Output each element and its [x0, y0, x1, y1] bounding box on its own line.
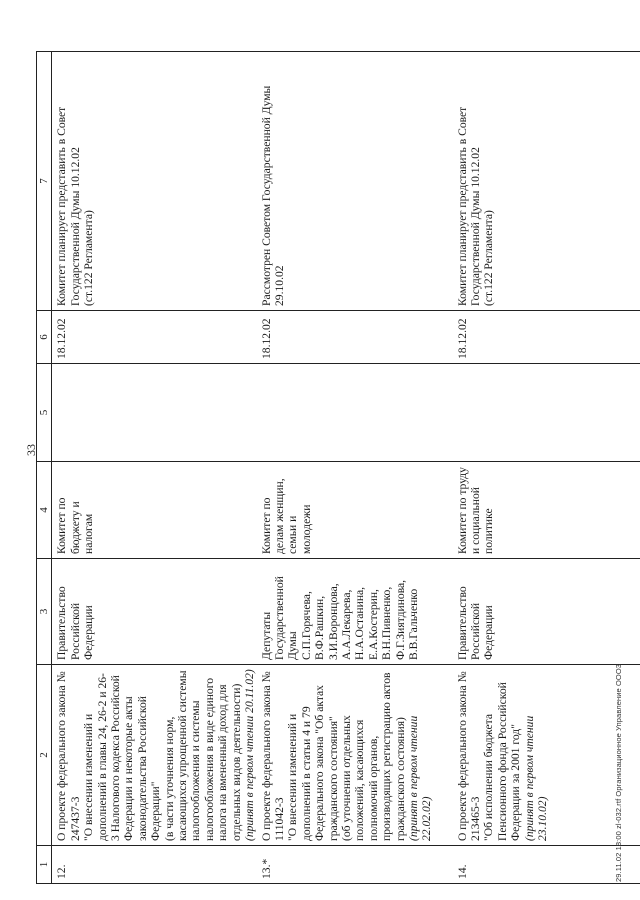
bill-title: О проекте федерального закона № 213465-3 [455, 671, 482, 841]
bill-status: (принят в первом чтении 22.02.02) [406, 715, 434, 841]
bill-cell [453, 665, 640, 846]
page-number: 33 [24, 444, 38, 456]
committee: Комитет по труду и социальной политике [453, 462, 640, 559]
committee: Комитет по бюджету и налогам [52, 462, 257, 559]
note: Комитет планирует представить в Совет Государственной Думы 10.12.02 (ст.122 Регламента) [52, 52, 257, 311]
column-header: 7 [37, 52, 52, 311]
bill-title: О проекте федерального закона № 247437-3 [55, 671, 82, 841]
bill-status: (принят в первом чтении 20.11.02) [243, 669, 257, 841]
note: Рассмотрен Советом Государственной Думы 29.10.02 [257, 52, 453, 311]
bill-cell [52, 665, 257, 846]
bill-title: О проекте федерального закона № 111042-3 [259, 671, 286, 841]
initiator: Правительство Российской Федерации [52, 559, 257, 665]
column-header: 1 [37, 846, 52, 884]
bill-cell [257, 665, 453, 846]
column-header: 2 [37, 665, 52, 846]
table-row [453, 52, 640, 884]
initiator: Правительство Российской Федерации [453, 559, 640, 665]
bill-status: (принят в первом чтении 23.10.02) [522, 715, 549, 841]
agenda-table [36, 51, 640, 884]
table-header-row [37, 52, 52, 884]
column-header: 4 [37, 462, 52, 559]
column-5-value [257, 364, 453, 462]
review-date: 18.12.02 [257, 311, 453, 364]
column-header: 5 [37, 364, 52, 462]
initiator: Депутаты Государственной Думы С.П.Горячева, В.Ф.Рашкин, З.И.Воронцова, А.А.Лекарева, Н.А.Останина, Е.А.Костерин, В.Н.Пивненко, Ф.Г.Зиятдинова, В.В.Гальченко [257, 559, 453, 665]
column-5-value [52, 364, 257, 462]
review-date: 18.12.02 [453, 311, 640, 364]
page-footer: 29.11.02 18:00 zl-032.rtf Организационное Управление ООО3 [614, 663, 623, 882]
review-date: 18.12.02 [52, 311, 257, 364]
row-number: 13.* [257, 846, 453, 884]
row-number: 12. [52, 846, 257, 884]
table-row [257, 52, 453, 884]
bill-description: "О внесении изменений и дополнений в статьи 4 и 79 Федерального закона "Об актах гражданского состояния" (об уточнении отдельных положений, касающихся полномочий органов, производящих регистрацию актов гражданского состояния) [286, 672, 407, 841]
table-row [52, 52, 257, 884]
note: Комитет планирует представить в Совет Государственной Думы 10.12.02 (ст.122 Регламента) [453, 52, 640, 311]
bill-description: "О внесении изменений и дополнений в главы 24, 26-2 и 26-3 Налогового кодекса Российской Федерации и некоторые акты законодательства Российской Федерации" (в части уточнения норм, касающихся упрощенной системы налогообложения и системы налогообложения в виде единого налога на вмененный доход для отдельных видов деятельности) [82, 670, 243, 841]
column-header: 3 [37, 559, 52, 665]
committee: Комитет по делам женщин, семьи и молодежи [257, 462, 453, 559]
column-header: 6 [37, 311, 52, 364]
bill-description: "Об исполнении бюджета Пенсионного фонда Российской Федерации за 2001 год" [482, 682, 523, 841]
column-5-value [453, 364, 640, 462]
row-number: 14. [453, 846, 640, 884]
